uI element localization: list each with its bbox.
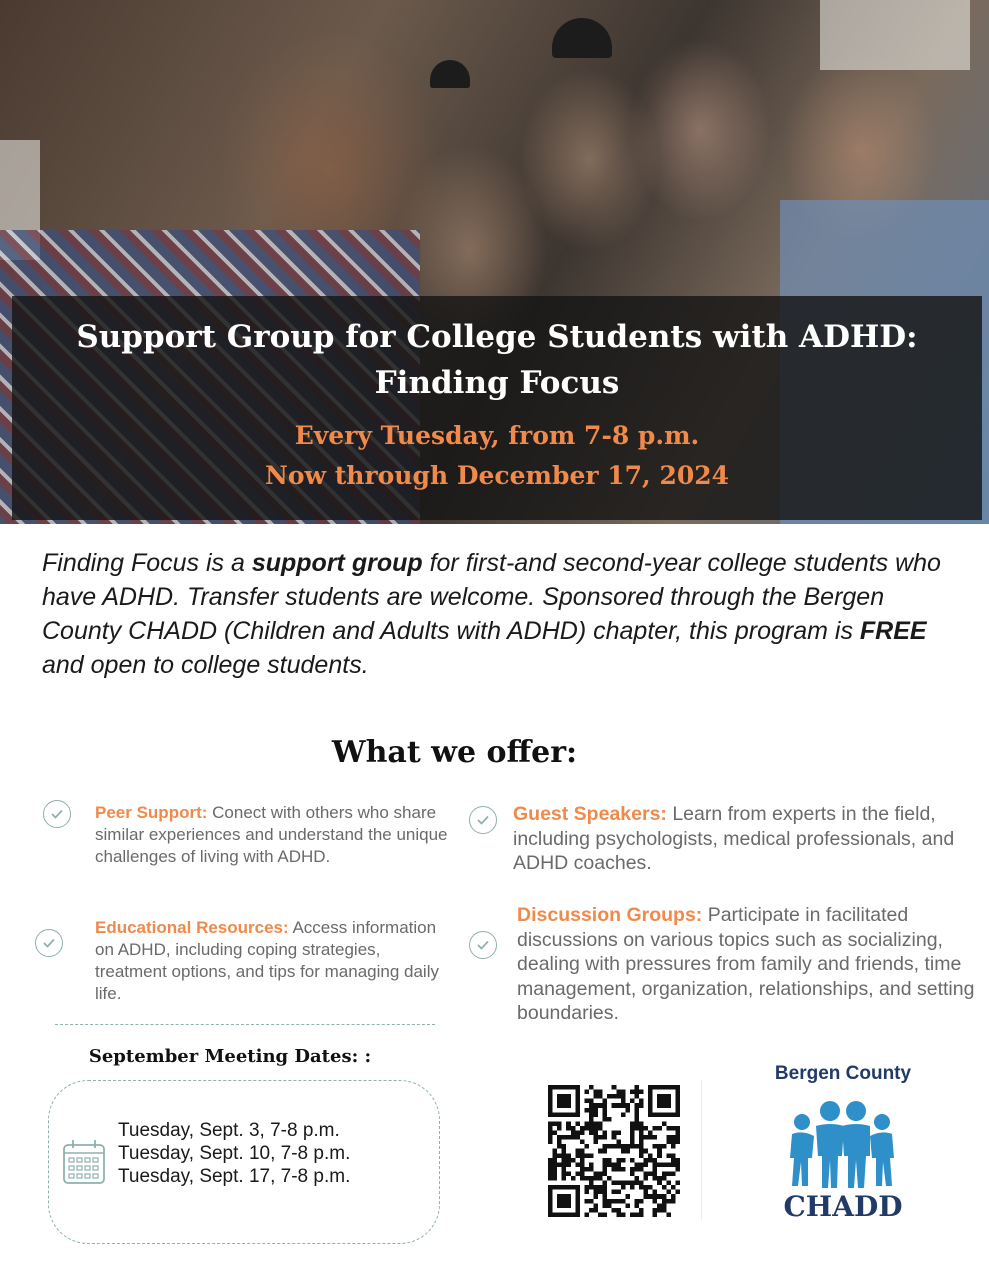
- check-circle-icon: [35, 929, 63, 957]
- title-banner: [12, 296, 982, 520]
- chadd-people-icon: [786, 1100, 898, 1192]
- intro-text: and open to college students.: [42, 651, 369, 679]
- meeting-date: Tuesday, Sept. 10, 7-8 p.m.: [118, 1143, 351, 1164]
- intro-bold-support-group: support group: [251, 549, 423, 577]
- section-divider: [55, 1024, 435, 1025]
- offer-item-discussion-groups: [517, 903, 979, 1026]
- offer-heading: What we offer:: [331, 735, 578, 770]
- meeting-dates-heading: September Meeting Dates: :: [88, 1046, 372, 1067]
- ceiling-lamp: [552, 18, 612, 58]
- offer-item-guest-speakers: [513, 802, 963, 876]
- offer-item-heading: Educational Resources:: [95, 918, 289, 937]
- qr-code[interactable]: [548, 1085, 680, 1217]
- check-circle-icon: [469, 931, 497, 959]
- meeting-date: Tuesday, Sept. 3, 7-8 p.m.: [118, 1120, 340, 1141]
- offer-item-heading: Peer Support:: [95, 803, 208, 822]
- title-line-2: Finding Focus: [374, 365, 620, 401]
- offer-item-peer-support: [95, 802, 450, 868]
- offer-item-heading: Discussion Groups:: [517, 904, 703, 926]
- offer-item-text: Conect with others who share similar experiences and understand the unique challenges of living with ADHD.: [95, 803, 448, 866]
- separator-line: [701, 1080, 702, 1220]
- page-title: [12, 314, 982, 406]
- intro-paragraph: [42, 546, 962, 682]
- ceiling-lamp: [430, 60, 470, 88]
- schedule-line-1: Every Tuesday, from 7-8 p.m.: [294, 421, 700, 450]
- intro-text: Finding Focus is a: [42, 549, 252, 577]
- offer-item-text: Access information on ADHD, including coping strategies, treatment options, and tips for managing daily life.: [95, 918, 439, 1003]
- hero-photo: [0, 0, 989, 524]
- offer-item-heading: Guest Speakers:: [513, 803, 667, 825]
- title-line-1: Support Group for College Students with ADHD:: [76, 319, 918, 355]
- offer-item-text: Learn from experts in the field, including psychologists, medical professionals, and ADHD coaches.: [513, 803, 955, 874]
- offer-item-educational-resources: [95, 917, 450, 1005]
- logo-chadd-text: CHADD: [783, 1190, 903, 1223]
- check-circle-icon: [43, 800, 71, 828]
- background-window: [820, 0, 970, 70]
- intro-text: for first-and second-year college students who have ADHD. Transfer students are welcome. Sponsored through the Bergen County CHADD (Children and Adults with ADHD) chapter, this program is: [42, 549, 941, 645]
- schedule: [12, 416, 982, 496]
- logo-county-text: Bergen County: [774, 1063, 912, 1084]
- schedule-line-2: Now through December 17, 2024: [264, 461, 730, 490]
- intro-bold-free: FREE: [859, 617, 927, 645]
- check-circle-icon: [469, 806, 497, 834]
- offer-item-text: Participate in facilitated discussions on various topics such as socializing, dealing with pressures from family and friends, time management, organization, relationships, and setting boundaries.: [517, 904, 975, 1024]
- calendar-icon: [62, 1138, 106, 1191]
- meeting-date: Tuesday, Sept. 17, 7-8 p.m.: [118, 1166, 351, 1187]
